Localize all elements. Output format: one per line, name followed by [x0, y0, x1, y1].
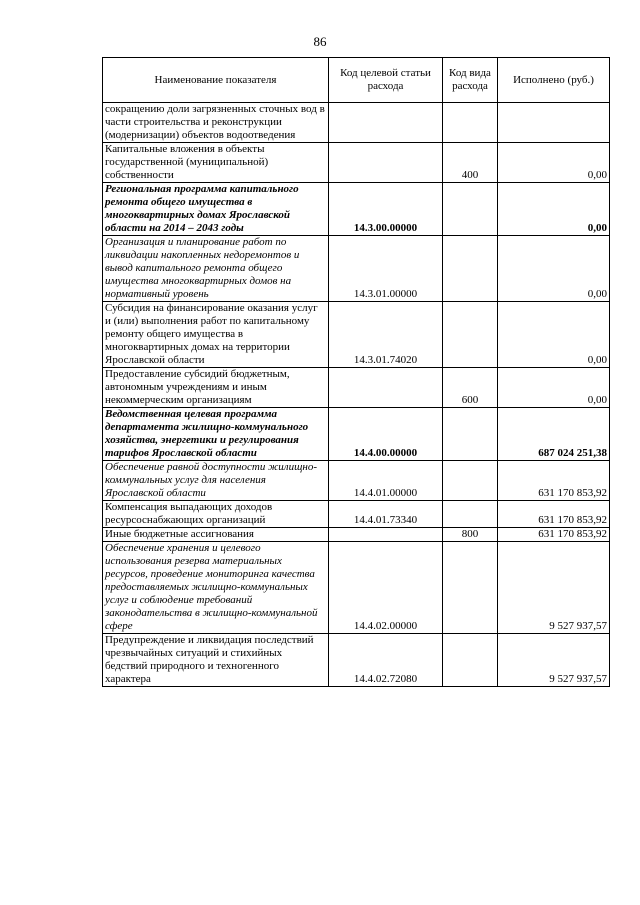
- table-row: [103, 408, 610, 461]
- row-target-code: 14.3.00.00000: [329, 183, 443, 236]
- row-expense-type: 800: [443, 528, 498, 542]
- header-target-code: Код целевой статьи расхода: [329, 58, 443, 103]
- row-executed-amount: 631 170 853,92: [498, 461, 610, 501]
- page-number: 86: [313, 34, 327, 49]
- row-indicator-name: сокращению доли загрязненных сточных вод в части строительства и реконструкции (модернизации) объектов водоотведения: [103, 103, 329, 143]
- row-indicator-name: Обеспечение равной доступности жилищно-коммунальных услуг для населения Ярославской области: [103, 461, 329, 501]
- row-executed-amount: 9 527 937,57: [498, 542, 610, 634]
- row-target-code: 14.4.00.00000: [329, 408, 443, 461]
- table-row: [103, 236, 610, 302]
- table-row: [103, 302, 610, 368]
- table-row: [103, 542, 610, 634]
- table-row: [103, 143, 610, 183]
- row-indicator-name: Субсидия на финансирование оказания услуг и (или) выполнения работ по капитальному ремонту общего имущества в многоквартирных домах на территории Ярославской области: [103, 302, 329, 368]
- row-indicator-name: Предупреждение и ликвидация последствий чрезвычайных ситуаций и стихийных бедствий природного и техногенного характера: [103, 634, 329, 687]
- table-body: [103, 103, 610, 687]
- table-header-row: [103, 58, 610, 103]
- row-expense-type: [443, 183, 498, 236]
- row-expense-type: [443, 236, 498, 302]
- header-executed: Исполнено (руб.): [498, 58, 610, 103]
- row-indicator-name: Предоставление субсидий бюджетным, автономным учреждениям и иным некоммерческим организациям: [103, 368, 329, 408]
- row-target-code: [329, 528, 443, 542]
- table-row: [103, 368, 610, 408]
- table-row: [103, 103, 610, 143]
- row-indicator-name: Ведомственная целевая программа департамента жилищно-коммунального хозяйства, энергетики и регулирования тарифов Ярославской области: [103, 408, 329, 461]
- row-target-code: 14.4.01.00000: [329, 461, 443, 501]
- header-indicator-name: Наименование показателя: [103, 58, 329, 103]
- row-expense-type: 400: [443, 143, 498, 183]
- row-expense-type: [443, 461, 498, 501]
- header-expense-type: Код вида расхода: [443, 58, 498, 103]
- row-executed-amount: 0,00: [498, 183, 610, 236]
- row-executed-amount: 0,00: [498, 368, 610, 408]
- row-indicator-name: Иные бюджетные ассигнования: [103, 528, 329, 542]
- row-target-code: [329, 368, 443, 408]
- row-expense-type: [443, 302, 498, 368]
- row-target-code: 14.3.01.00000: [329, 236, 443, 302]
- row-expense-type: [443, 408, 498, 461]
- row-executed-amount: [498, 103, 610, 143]
- row-target-code: 14.4.02.00000: [329, 542, 443, 634]
- table-row: [103, 501, 610, 528]
- row-executed-amount: 687 024 251,38: [498, 408, 610, 461]
- row-executed-amount: 9 527 937,57: [498, 634, 610, 687]
- budget-table: [102, 57, 610, 687]
- row-executed-amount: 631 170 853,92: [498, 501, 610, 528]
- row-expense-type: [443, 501, 498, 528]
- row-indicator-name: Обеспечение хранения и целевого использования резерва материальных ресурсов, проведение мониторинга качества предоставляемых жилищно-коммунальных услуг и соблюдение требований законодательства в жилищно-коммунальной сфере: [103, 542, 329, 634]
- row-indicator-name: Региональная программа капитального ремонта общего имущества в многоквартирных домах Ярославской области на 2014 – 2043 годы: [103, 183, 329, 236]
- row-executed-amount: 0,00: [498, 302, 610, 368]
- row-indicator-name: Компенсация выпадающих доходов ресурсоснабжающих организаций: [103, 501, 329, 528]
- row-executed-amount: 631 170 853,92: [498, 528, 610, 542]
- table-row: [103, 183, 610, 236]
- row-expense-type: [443, 542, 498, 634]
- row-expense-type: 600: [443, 368, 498, 408]
- row-executed-amount: 0,00: [498, 236, 610, 302]
- table-row: [103, 461, 610, 501]
- row-target-code: [329, 143, 443, 183]
- table-row: [103, 528, 610, 542]
- row-executed-amount: 0,00: [498, 143, 610, 183]
- row-target-code: [329, 103, 443, 143]
- row-expense-type: [443, 103, 498, 143]
- row-target-code: 14.4.01.73340: [329, 501, 443, 528]
- row-indicator-name: Организация и планирование работ по ликвидации накопленных недоремонтов и вывод капитального ремонта общего имущества многоквартирных домов на нормативный уровень: [103, 236, 329, 302]
- row-expense-type: [443, 634, 498, 687]
- row-target-code: 14.4.02.72080: [329, 634, 443, 687]
- row-target-code: 14.3.01.74020: [329, 302, 443, 368]
- table-row: [103, 634, 610, 687]
- row-indicator-name: Капитальные вложения в объекты государственной (муниципальной) собственности: [103, 143, 329, 183]
